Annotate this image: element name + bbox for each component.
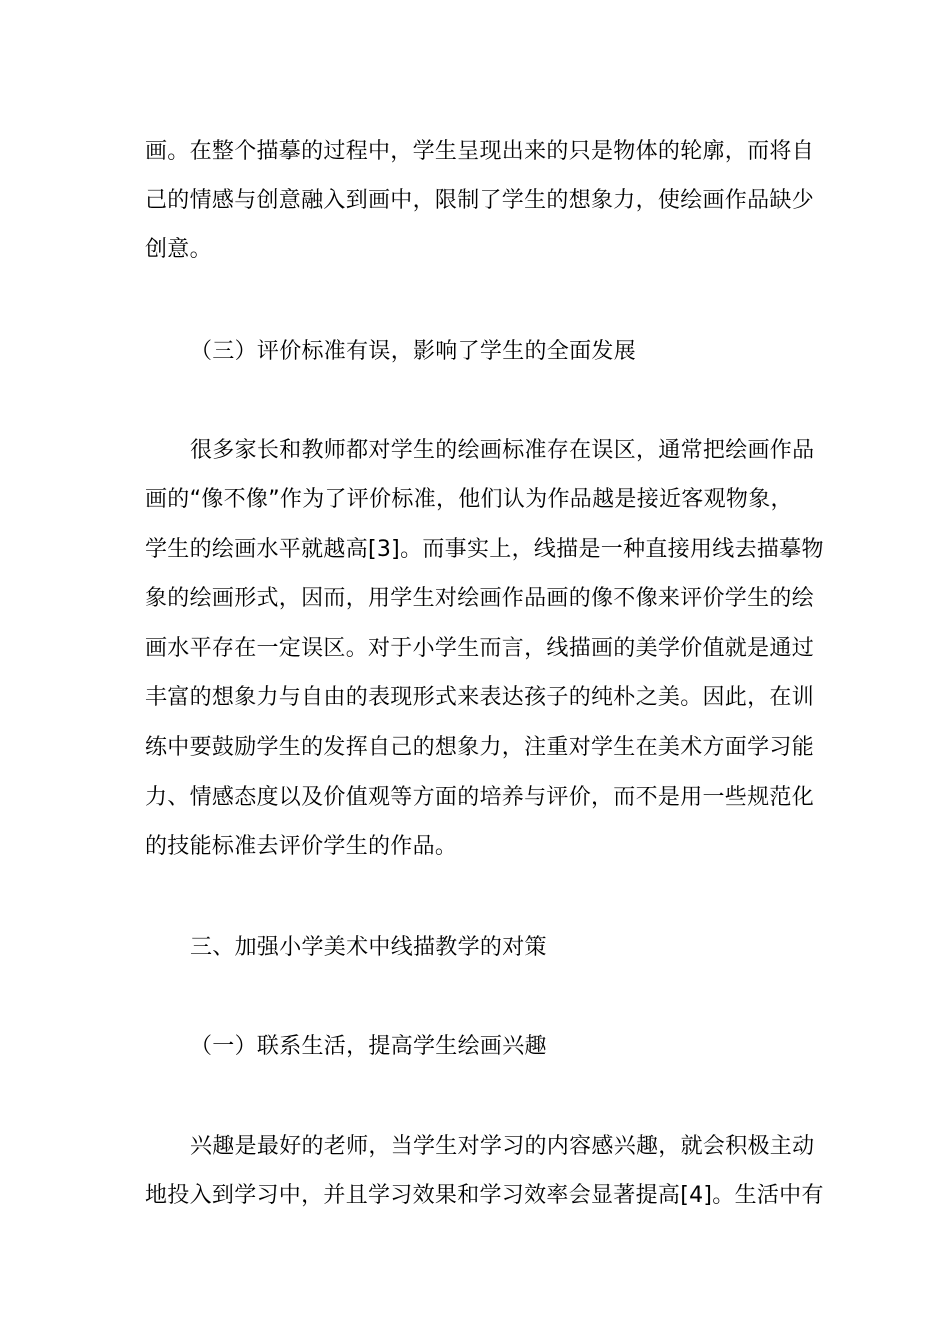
paragraph-line: 很多家长和教师都对学生的绘画标准存在误区，通常把绘画作品	[190, 438, 815, 463]
paragraph-line: 己的情感与创意融入到画中，限制了学生的想象力，使绘画作品缺少	[145, 188, 815, 213]
section-subheading: （三）评价标准有误，影响了学生的全面发展	[190, 339, 637, 364]
paragraph-line: 丰富的想象力与自由的表现形式来表达孩子的纯朴之美。因此，在训	[145, 685, 815, 710]
section-subheading: （一）联系生活，提高学生绘画兴趣	[190, 1034, 547, 1059]
paragraph-line: 的技能标准去评价学生的作品。	[145, 834, 458, 859]
paragraph-line: 画水平存在一定误区。对于小学生而言，线描画的美学价值就是通过	[145, 636, 815, 661]
paragraph-line: 象的绘画形式，因而，用学生对绘画作品画的像不像来评价学生的绘	[145, 586, 815, 611]
paragraph-line: 学生的绘画水平就越高[3]。而事实上，线描是一种直接用线去描摹物	[145, 537, 824, 562]
paragraph-line: 画。在整个描摹的过程中，学生呈现出来的只是物体的轮廓，而将自	[145, 139, 815, 164]
paragraph-line: 力、情感态度以及价值观等方面的培养与评价，而不是用一些规范化	[145, 785, 815, 810]
paragraph-line: 画的“像不像”作为了评价标准，他们认为作品越是接近客观物象，	[145, 487, 793, 512]
paragraph-line: 兴趣是最好的老师，当学生对学习的内容感兴趣，就会积极主动	[190, 1134, 815, 1159]
section-heading: 三、加强小学美术中线描教学的对策	[190, 935, 547, 960]
paragraph-line: 练中要鼓励学生的发挥自己的想象力，注重对学生在美术方面学习能	[145, 735, 815, 760]
paragraph-line: 地投入到学习中，并且学习效果和学习效率会显著提高[4]。生活中有	[145, 1183, 824, 1208]
paragraph-line: 创意。	[145, 237, 212, 262]
